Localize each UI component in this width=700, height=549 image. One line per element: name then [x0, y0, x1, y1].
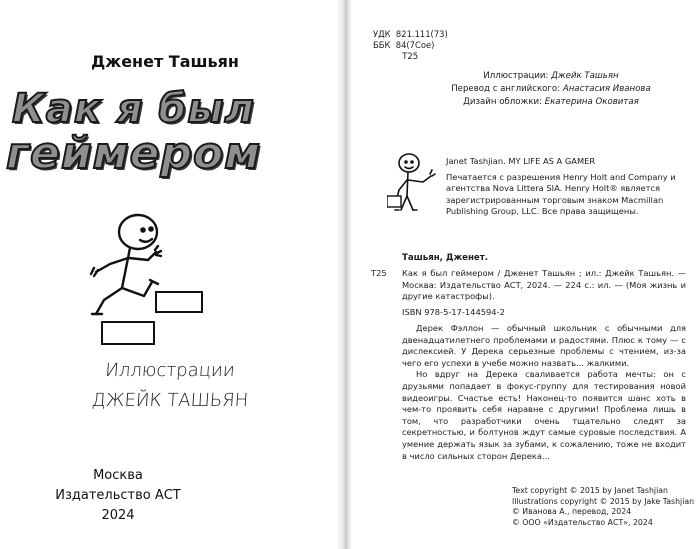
book-title-line-1: Как я был — [12, 86, 255, 132]
right-page — [351, 0, 700, 549]
original-edition-notice — [446, 156, 676, 218]
book-title-line-2: геймером — [6, 128, 262, 179]
left-page — [0, 0, 341, 549]
catalog-author-heading: Ташьян, Дженет. — [402, 253, 488, 263]
book-annotation — [402, 323, 686, 462]
catalog-entry: Как я был геймером / Дженет Ташьян ; ил.: Джейк Ташьян. — Москва: Издательство АСТ, 2024. — 224 с.: ил. — (Моя жизнь и другие катастрофы). — [402, 268, 686, 302]
mini-stick-figure-illustration — [387, 150, 447, 220]
illustrator-name: ДЖЕЙК ТАШЬЯН — [91, 390, 249, 411]
catalog-code: Т25 — [371, 268, 387, 278]
permission-text: Печатается с разрешения Henry Holt and Company и агентства Nova Littera SIA. Henry Holt® является зарегистрированным торговым знаком Macmillan Publishing Group, LLC. Все права защищены. — [446, 171, 676, 217]
bbk-code: ББК 84(7Сое) — [373, 40, 435, 51]
original-title: Janet Tashjian. MY LIFE AS A GAMER — [446, 156, 596, 166]
copyright-line: © ООО «Издательство АСТ», 2024 — [512, 517, 653, 527]
credit-illustrator: Иллюстрации: Джейк Ташьян — [483, 71, 619, 81]
book-author: Дженет Ташьян — [91, 52, 239, 71]
stick-figure-illustration — [60, 210, 220, 355]
udk-code: УДК 821.111(73) — [373, 29, 448, 39]
credit-cover-designer: Дизайн обложки: Екатерина Оковитая — [463, 97, 639, 107]
copyright-line: Text copyright © 2015 by Janet Tashjian — [512, 486, 668, 495]
imprint-publisher: Издательство АСТ — [55, 488, 181, 503]
copyright-block — [512, 486, 695, 528]
annotation-paragraph: Дерек Фэллон — обычный школьник с обычными для двенадцатилетнего проблемами и радостями. Плюс к тому — с дислексией. У Дерека серьезные проблемы с чтением, из-за чего его успехи в учебе можно назвать... жалкими. — [402, 323, 686, 368]
imprint-city: Москва — [93, 468, 143, 483]
author-mark: Т25 — [373, 51, 419, 62]
credit-translator: Перевод с английского: Анастасия Иванова — [451, 84, 651, 94]
imprint-year: 2024 — [101, 508, 135, 523]
classification-codes — [373, 29, 448, 63]
credits-block — [431, 70, 671, 109]
illustrations-label: Иллюстрации — [104, 360, 236, 381]
annotation-paragraph: Но вдруг на Дерека сваливается работа мечты: он с друзьями попадает в фокус-группу для тестирования новой видеоигры. Счастье есть! Наконец-то появится шанс хоть в чем-то проявить себя наравне с другими! Проблема лишь в том, что разработчики очень тщательно следят за секретностью, и болтунов ждут самые суровые последствия. А умение держать язык за зубами, к сожалению, тоже не входит в число сильных сторон Дерека... — [402, 369, 686, 461]
isbn-number: ISBN 978-5-17-144594-2 — [402, 307, 505, 317]
copyright-line: Illustrations copyright © 2015 by Jake Tashjian — [512, 496, 695, 506]
copyright-line: © Иванова А., перевод, 2024 — [512, 507, 632, 516]
